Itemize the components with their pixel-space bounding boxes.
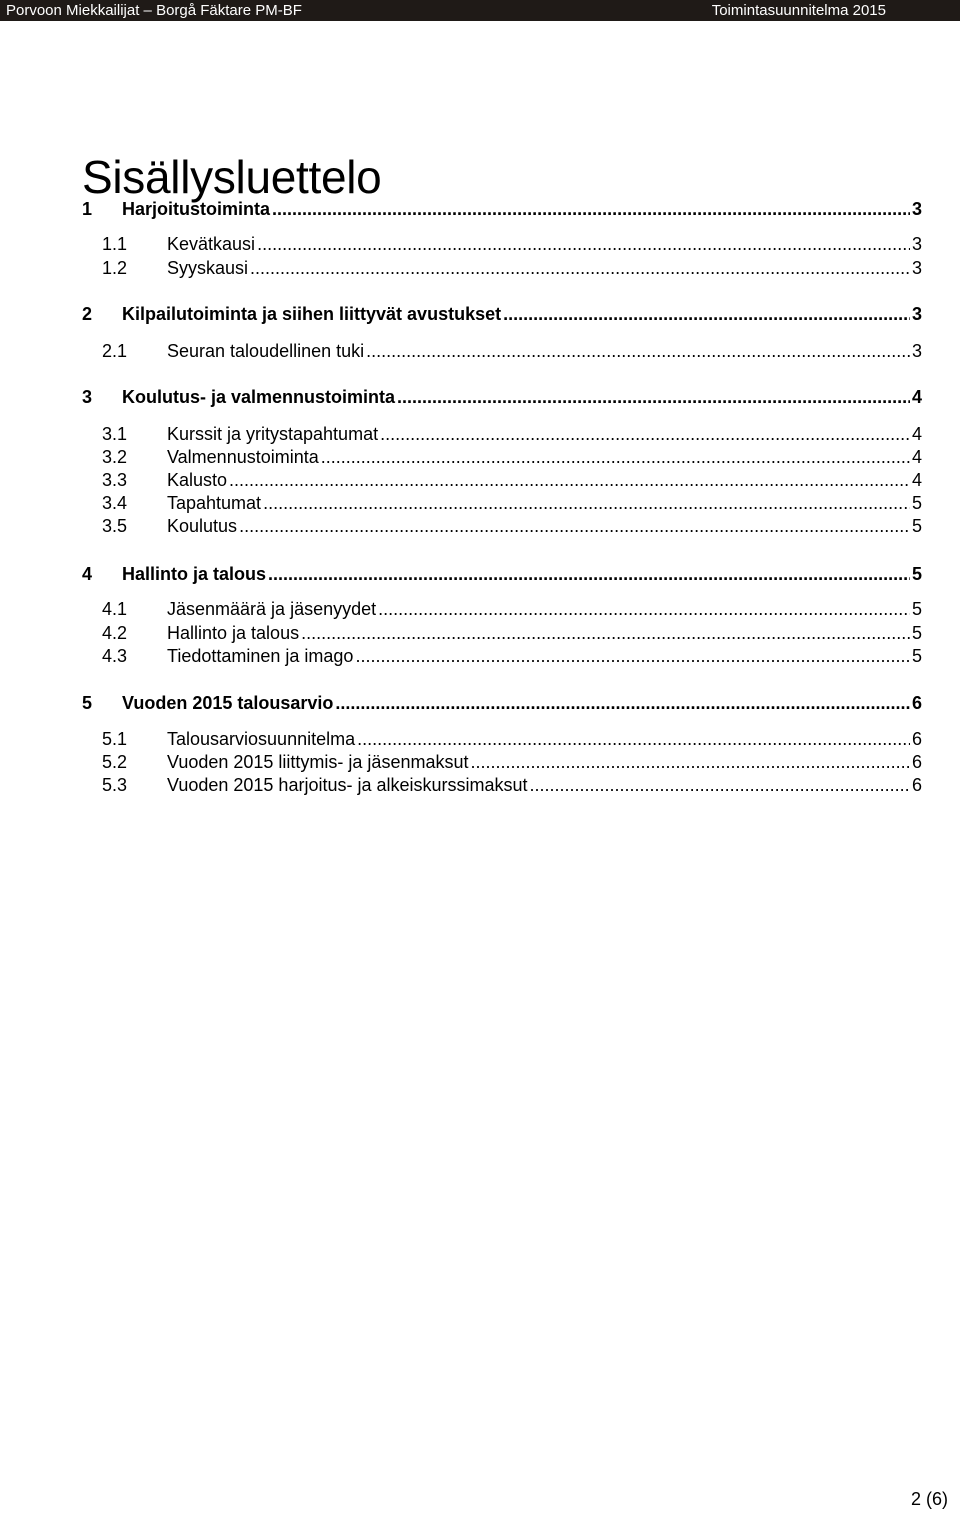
toc-dot-leader: [239, 515, 910, 537]
toc-entry-page: 5: [911, 623, 922, 643]
page-header: [0, 0, 960, 21]
toc-entry-number: 4.2: [102, 623, 128, 643]
toc-entry-page: 3: [911, 258, 922, 278]
header-organization: Porvoon Miekkailijat – Borgå Fäktare PM-BF: [6, 2, 302, 19]
page-title: Sisällysluettelo: [82, 150, 382, 203]
toc-entry-title: Vuoden 2015 talousarvio: [122, 693, 334, 713]
toc-entry-title: Tapahtumat: [167, 493, 262, 513]
toc-entry-title: Kevätkausi: [167, 234, 256, 254]
toc-entry-number: 5.2: [102, 752, 128, 772]
toc-entry[interactable]: [82, 645, 922, 667]
toc-dot-leader: [470, 751, 910, 773]
toc-entry-number: 2: [82, 304, 93, 324]
toc-dot-leader: [503, 303, 910, 325]
toc-entry-page: 3: [911, 199, 922, 219]
toc-entry-number: 3.1: [102, 424, 128, 444]
toc-entry-page: 4: [911, 424, 922, 444]
toc-dot-leader: [263, 492, 910, 514]
toc-entry[interactable]: [82, 233, 922, 255]
toc-dot-leader: [355, 645, 910, 667]
toc-entry-title: Seuran taloudellinen tuki: [167, 341, 365, 361]
toc-entry-page: 6: [911, 729, 922, 749]
toc-entry[interactable]: [82, 622, 922, 644]
toc-entry-number: 3.5: [102, 516, 128, 536]
toc-dot-leader: [268, 563, 910, 585]
toc-entry-page: 4: [911, 387, 922, 407]
toc-entry-title: Hallinto ja talous: [122, 564, 267, 584]
toc-entry[interactable]: [82, 598, 922, 620]
toc-dot-leader: [397, 386, 910, 408]
toc-dot-leader: [229, 469, 910, 491]
toc-entry-page: 5: [911, 646, 922, 666]
toc-entry-number: 1: [82, 199, 93, 219]
toc-dot-leader: [378, 598, 910, 620]
toc-entry-page: 6: [911, 752, 922, 772]
toc-entry-title: Jäsenmäärä ja jäsenyydet: [167, 599, 377, 619]
toc-entry-title: Koulutus- ja valmennustoiminta: [122, 387, 396, 407]
toc-entry-page: 3: [911, 234, 922, 254]
toc-entry-number: 2.1: [102, 341, 128, 361]
toc-entry-number: 3.2: [102, 447, 128, 467]
toc-entry[interactable]: [82, 515, 922, 537]
toc-entry-number: 5: [82, 693, 93, 713]
toc-dot-leader: [301, 622, 910, 644]
toc-entry-page: 5: [911, 493, 922, 513]
toc-entry[interactable]: [82, 728, 922, 750]
toc-entry-page: 4: [911, 447, 922, 467]
toc-entry-page: 4: [911, 470, 922, 490]
toc-entry-page: 6: [911, 693, 922, 713]
toc-entry[interactable]: [82, 340, 922, 362]
toc-entry-title: Tiedottaminen ja imago: [167, 646, 354, 666]
toc-entry-title: Vuoden 2015 liittymis- ja jäsenmaksut: [167, 752, 469, 772]
header-document-title: Toimintasuunnitelma 2015: [711, 2, 886, 19]
toc-entry-title: Kurssit ja yritystapahtumat: [167, 424, 379, 444]
toc-entry[interactable]: [82, 563, 922, 585]
toc-dot-leader: [357, 728, 910, 750]
toc-dot-leader: [366, 340, 910, 362]
toc-entry-page: 3: [911, 304, 922, 324]
toc-entry[interactable]: [82, 386, 922, 408]
toc-entry[interactable]: [82, 303, 922, 325]
toc-entry-title: Talousarviosuunnitelma: [167, 729, 356, 749]
toc-entry-number: 3: [82, 387, 93, 407]
toc-entry-number: 4.3: [102, 646, 128, 666]
toc-dot-leader: [380, 423, 910, 445]
toc-entry-page: 5: [911, 516, 922, 536]
toc-dot-leader: [250, 257, 910, 279]
toc-entry[interactable]: [82, 446, 922, 468]
toc-entry-number: 3.3: [102, 470, 128, 490]
toc-entry-number: 4: [82, 564, 93, 584]
toc-entry-title: Hallinto ja talous: [167, 623, 300, 643]
toc-entry-title: Harjoitustoiminta: [122, 199, 271, 219]
toc-dot-leader: [335, 692, 910, 714]
toc-entry-title: Kilpailutoiminta ja siihen liittyvät avustukset: [122, 304, 502, 324]
toc-entry-title: Kalusto: [167, 470, 228, 490]
toc-dot-leader: [257, 233, 910, 255]
toc-entry-title: Syyskausi: [167, 258, 249, 278]
toc-entry[interactable]: [82, 492, 922, 514]
toc-entry-number: 1.1: [102, 234, 128, 254]
toc-entry-number: 1.2: [102, 258, 128, 278]
toc-entry[interactable]: [82, 751, 922, 773]
toc-entry[interactable]: [82, 469, 922, 491]
toc-entry[interactable]: [82, 692, 922, 714]
toc-entry[interactable]: [82, 257, 922, 279]
toc-entry[interactable]: [82, 774, 922, 796]
toc-entry-page: 5: [911, 599, 922, 619]
toc-entry-number: 5.1: [102, 729, 128, 749]
toc-dot-leader: [530, 774, 910, 796]
toc-dot-leader: [321, 446, 910, 468]
toc-entry-title: Koulutus: [167, 516, 238, 536]
toc-entry-title: Valmennustoiminta: [167, 447, 319, 467]
toc-entry-number: 3.4: [102, 493, 128, 513]
toc-entry[interactable]: [82, 198, 922, 220]
toc-entry-number: 4.1: [102, 599, 128, 619]
toc-entry-page: 6: [911, 775, 922, 795]
page-number: 2 (6): [910, 1489, 948, 1509]
toc-dot-leader: [272, 198, 910, 220]
toc-entry-page: 3: [911, 341, 922, 361]
toc-entry-title: Vuoden 2015 harjoitus- ja alkeiskurssimaksut: [167, 775, 528, 795]
toc-entry-page: 5: [911, 564, 922, 584]
toc-entry[interactable]: [82, 423, 922, 445]
toc-entry-number: 5.3: [102, 775, 128, 795]
